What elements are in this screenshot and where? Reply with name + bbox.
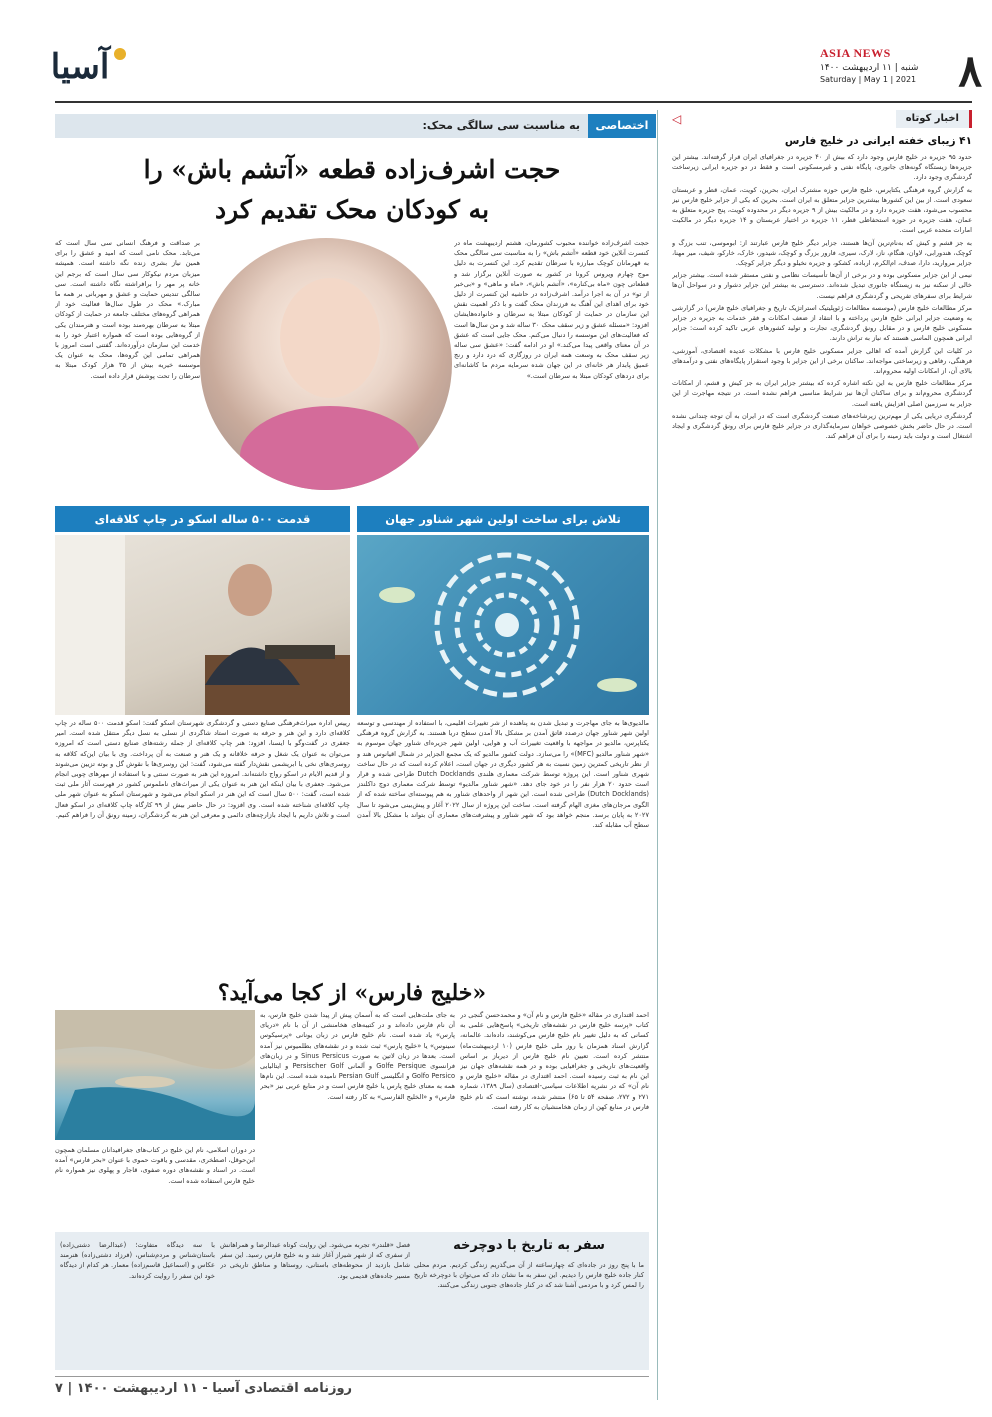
article4-column-3: در دوران اسلامی، نام این خلیج در کتاب‌های جغرافیدانان مسلمان همچون ابن‌حوقل، اصطخری، مقدسی و یاقوت حموی با عنوان «بحر فارس» آمده است. در اسناد و نقشه‌های دوره صفوی، قاجار و پهلوی نیز همواره نام خلیج فارس استفاده شده است. — [55, 1146, 255, 1185]
official-portrait-photo — [55, 535, 350, 715]
bottom-box-column-1: ما با پنج روز در جاده‌ای که چهارساعته از آن می‌گذریم زندگی کردیم. مردم محلی کنار جاده خلیج فارس را دیدیم. این سفر به ما نشان داد که می‌توان با دوچرخه تاریخ را لمس کرد و با مردمی آشنا شد که در کنار جاده‌های جنوبی زندگی می‌کنند. — [414, 1261, 644, 1290]
main-headline — [55, 150, 649, 230]
bottom-box-title: سفر به تاریخ با دوچرخه — [453, 1238, 605, 1253]
brand-en: ASIA NEWS — [820, 46, 891, 60]
sidebar-paragraph: گردشگری دریایی یکی از مهم‌ترین زیرشاخه‌های صنعت گردشگری است که در ایران به آن توجه چندانی نشده است. در حال حاضر بخش خصوصی خواهان سرمایه‌گذاری در جزایر خلیج فارس برای رونق گردشگری و ایجاد اشتغال است و دولت باید زمینه را برای آن فراهم کند. — [672, 411, 972, 441]
sidebar-paragraph: در کلیات این گزارش آمده که اهالی جزایر مسکونی خلیج فارس با مشکلات عدیده اقتصادی، آموزشی، فرهنگی، رفاهی و زیرساختی مواجه‌اند. ساکنان برخی از این جزایر با وجود استقرار پایگاه‌های نفتی و درآمدهای بالای آن، از امکانات اولیه محروم‌اند. — [672, 346, 972, 376]
headline-line-1: حجت اشرف‌زاده قطعه «آتشم باش» را — [143, 155, 561, 184]
column-divider — [657, 110, 658, 1400]
article2-body: مالدیوی‌ها به جای مهاجرت و تبدیل شدن به پناهنده از شر تغییرات اقلیمی، با استفاده از مهندسی و توسعه اولین شهر شناور جهان درصدد قاتق آمدن بر مشکل بالا آمدن سطح دریا هستند. به گزارش گروه فرهنگی یکتاپرس، مالدیو در مواجهه با واقعیت تغییرات آب و هوایی، اولین شهر جزیره‌ای شناور جهان موسوم به «شهر شناور مالدیو (MFC)» را می‌سازد. دولت کشور مالدیو که یک مجمع الجزایر در شمال اقیانوس هند و از نظر تاریخی کمترین زمین نسبت به هر کشور دیگری در جهان است، اعلام کرده است که در حال ساخت شهری شناور است. این پروژه توسط شرکت معماری هلندی Dutch Docklands طراحی شده و قرار است حدود ۲۰ هزار نفر را در خود جای دهد. «شهر شناور مالدیو» توسط شرکت معماری دوچ داکلندز (Dutch Docklands) طراحی شده است. این شهر از واحدهای شناور به هم پیوسته‌ای ساخته شده که از الگوی مرجان‌های مغزی الهام گرفته است. ساخت این پروژه از سال ۲۰۲۲ آغاز و پیش‌بینی می‌شود تا سال ۲۰۲۷ به پایان برسد. منجم خواهد بود که شهر شناور و پیشرفت‌های معماری آن بتواند با مشکل بالا آمدن سطح آب مقابله کند. — [357, 719, 649, 830]
article4-title: «خلیج فارس» از کجا می‌آید؟ — [217, 980, 487, 1006]
page-number: ۸ — [958, 46, 982, 97]
bottom-box-column-2: فصل «قلندر» تجربه می‌شود. این روایت کوتاه عبدالرضا و همراهانش از سفری که از شهر شیراز آغاز شد و به خلیج فارس رسید. این سفر شامل بازدید از محوطه‌های باستانی، روستاها و مناطق تاریخی در مسیر جاده‌های قدیمی بود. — [220, 1241, 410, 1280]
article1-column-right: حجت اشرف‌زاده خواننده محبوب کشورمان، هشتم اردیبهشت ماه در کنسرت آنلاین خود قطعه «آتشم باش» را به مناسبت سی سالگی محک به قهرمانان کوچک مبارزه با سرطان تقدیم کرد. این کنسرت به دلیل موج چهارم ویروس کرونا در کشور به صورت آنلاین برگزار شد و قطعاتی چون «ماه بی‌کناره»، «آتشم باش»، «ماه و ماهی» و «بی‌خبر از تو» در آن به اجرا درآمد. اشرف‌زاده در حاشیه این کنسرت از دلیل خود برای اهدای این آهنگ به فرزندان محک گفت و با ذکر اهمیت نقش این سازمان در حمایت از کودکان مبتلا به سرطان و خانواده‌هایشان افزود: «مسئله عشق و زیر سقف محک ۳۰ ساله شد و من سال‌ها است که فعالیت‌های این موسسه را دنبال می‌کنم. محک جایی است که عشق در آن معنای واقعی پیدا می‌کند.» او در ادامه گفت: «عشق سی ساله زیر سقف محک به وسعت همه ایران در روزگاری که درد دارد و رنج عمیق پابدار هر خانه‌ای در این جهان شده سرمایه مردم ما کاشانه‌ای برای دردهای کودکان مبتلا به سرطان است.» — [454, 239, 649, 380]
logo-text: آسیا — [50, 47, 110, 87]
sidebar-article-body — [672, 152, 972, 1397]
sidebar-paragraph: حدود ۹۵ جزیره در خلیج فارس وجود دارد که بیش از ۴۰ جزیره در جغرافیای ایران قرار گرفته‌اند. بیشتر این جزیره‌ها زیستگاه گونه‌های جانوری، پایگاه نفتی و غیرمسکونی است و فقط در دو جزیره ایرانی زیرساخت گردشگری وجود دارد. — [672, 153, 972, 182]
kicker-text: به مناسبت سی سالگی محک: — [422, 119, 580, 132]
article4-column-1: احمد اقتداری در مقاله «خلیج فارس و نام آن» و محمدحسن گنجی در کتاب «پرسه خلیج فارس در نقشه‌های تاریخی» پاسخ‌هایی علمی به کسانی که به دلیل تغییر نام خلیج فارس می‌کوشند، داده‌اند. عالمانه، گزارش اسناد همزمان با روز ملی خلیج فارس (۱۰ اردیبهشت‌ماه) منتشر کرده است. تعیین نام خلیج فارس از دیرباز بر اساس واقعیت‌های تاریخی و جغرافیایی بوده و در همه نقشه‌های جهان نیز این نام به ثبت رسیده است. احمد اقتداری در مقاله «خلیج فارس و نام آن» که در نشریه اطلاعات سیاسی-اقتصادی (سال ۱۳۸۹، شماره ۲۷۱ و ۲۷۲، صفحه ۵۴ تا ۶۵) منتشر شده، نوشته است که نام خلیج فارس در منابع کهن از زمان هخامنشیان به کار رفته است. — [460, 1011, 649, 1111]
footer-rule — [55, 1376, 649, 1377]
article1-column-left: بر صداقت و فرهنگ انسانی سی سال است که می‌تابد. محک نامی است که امید و عشق را برای همین نیاز بشری زنده نگه داشته است. همیشه میزبان مردم نیکوکار سی سال است که برجم این خانه پر مهر را برافراشته نگاه داشته است. سی سالگی تندیس حمایت و عشق و مهربانی بر همه ما مبارک.» محک در طول سال‌ها فعالیت خود از همراهی گروه‌های مختلف جامعه در حمایت از کودکان مبتلا به سرطان بهره‌مند بوده است و هنرمندان یکی از گروه‌هایی بوده است که همواره اعتبار خود را به خدمت این سازمان درآورده‌اند. گفتنی است امروز با همراهی تمامی این گروه‌ها، محک به عنوان یک موسسه خیریه بیش از ۳۵ هزار کودک مبتلا به سرطان را تحت پوشش قرار داده است. — [55, 239, 200, 380]
sidebar-section-label: اخبار کوتاه — [896, 110, 972, 128]
date-fa: شنبه | ۱۱ اردیبهشت ۱۴۰۰ — [820, 63, 919, 73]
sidebar-paragraph: مرکز مطالعات خلیج فارس (موسسه مطالعات ژئوپلیتیک استراتژیک تاریخ و جغرافیای خلیج فارس) در گزارشی به وضعیت جزایر ایرانی خلیج فارس پرداخته و با انتقاد از ضعف امکانات و فقر خدمات به جزیره در جزایر مسکونی خلیج فارس و در مقابل رونق گردشگری، تجارت و تولید کشورهای عربی تاکید کرده است: جزایر ایرانی همچون الماسی هستند که نیاز به تراش دارند. — [672, 303, 972, 343]
sidebar-paragraph: به گزارش گروه فرهنگی یکتاپرس، خلیج فارس حوزه مشترک ایران، بحرین، کویت، عمان، قطر و عربستان سعودی است. از بین این کشورها بیشترین جزایر متعلق به ایران است. بحرین که یکی از جزایر خلیج فارس نیز محسوب می‌شود، هفت جزیره دارد و در مالکیت بیش از ۹ جزیره دیگر در محدوده کویت، پنج جزیره متعلق به عمان، هفت جزیره در حوزه استحفاظی قطر، ۱۱ جزیره در اختیار عربستان و ۱۴ جزیره دیگر در مالکیت امارات متحده عربی است. — [672, 185, 972, 235]
article4-column-2: به جای ملت‌هایی است که به آسمان پیش از پیدا شدن خلیج فارس، به آن نام فارس داده‌اند و در کتیبه‌های هخامنشی از آن با نام «دریای پارس» یاد شده است. نام خلیج فارس در زبان یونانی «پرسیکوس سینوس» یا «خلیج پارس» ثبت شده و در نقشه‌های بطلمیوس نیز آمده است. بعدها در زبان لاتین به صورت Sinus Persicus و در زبان‌های فرانسوی Golfe Persique و آلمانی Persischer Golf و ایتالیایی Golfo Persico و انگلیسی Persian Gulf نامیده شده است. این نام‌ها همه به معنای خلیج پارس یا خلیج فارس است و در منابع عربی نیز «بحر فارس» و «الخلیج الفارسی» به کار رفته است. — [260, 1011, 455, 1101]
article2-title: تلاش برای ساخت اولین شهر شناور جهان — [357, 506, 649, 532]
sidebar-paragraph: نیمی از این جزایر مسکونی بوده و در برخی از آن‌ها تأسیسات نظامی و نفتی مستقر شده است. بیشتر جزایر خالی از سکنه نیز به زیستگاه جانوری تبدیل شده‌اند. دسترسی به بیشتر این جزایر دشوار و در سواحل آن‌ها شرایط برای سفرهای تفریحی و گردشگری فراهم نیست. — [672, 271, 972, 300]
floating-city-photo — [357, 535, 649, 715]
child-photo — [200, 238, 452, 490]
sidebar-paragraph: مرکز مطالعات خلیج فارس به این نکته اشاره کرده که بیشتر جزایر ایران به جز کیش و قشم، از امکانات گردشگری محروم‌اند و برای ساکنان آن‌ها نیز شرایط مناسبی فراهم نشده است. در نتیجه مهاجرت از این جزایر به سرزمین اصلی افزایش یافته است. — [672, 379, 972, 408]
sidebar-section-header — [672, 110, 972, 128]
arrow-icon: ◁ — [672, 112, 682, 126]
sidebar-article-title: ۴۱ زیبای خفته ایرانی در خلیج فارس — [784, 135, 972, 147]
gulf-aerial-photo — [55, 1010, 255, 1140]
bottom-box-column-3: با سه دیدگاه متفاوت؛ (عبدالرضا دشتی‌زاده) باستان‌شناس و مردم‌شناس، (فرزاد دشتی‌زاده) هنرمند عکاس و (اسماعیل قاسم‌زاده) معمار. هر کدام از دیدگاه خود این سفر را روایت کرده‌اند. — [60, 1241, 215, 1280]
headline-line-2: به کودکان محک تقدیم کرد — [214, 195, 490, 224]
article3-body: رییس اداره میراث‌فرهنگی صنایع دستی و گردشگری شهرستان اسکو گفت: اسکو قدمت ۵۰۰ ساله در چاپ کلاقه‌ای دارد و این هنر و حرفه به صورت استاد شاگردی از نسلی به نسل دیگر منتقل شده است. امیر جعفری در گفت‌وگو با ایسنا، افزود: هنر چاپ کلاقه‌ای از جمله رشته‌های صنایع دستی است که امروزه می‌توان به عنوان یک شغل و حرفه خلاقانه و یک هنر و صنعت به آن پرداخت. وی با بیان این‌که کلاقه به روسری‌های نخی یا ابریشمی نقش‌دار گفته می‌شود، گفت: این روسری‌ها با نقوش گل و بوته تزیین می‌شوند و از قدیم الایام در اسکو رواج داشته‌اند. امروزه این هنر به صورت سنتی و با استفاده از مهرهای چوبی انجام می‌شود. جعفری با بیان اینکه این هنر به عنوان یکی از میراث‌های ناملموس کشور در فهرست آثار ملی ثبت شده است، گفت: ۵۰۰ سال است که این هنر در اسکو انجام می‌شود و شهرستان اسکو به عنوان شهر ملی چاپ کلاقه‌ای شناخته شده است. وی افزود: در حال حاضر بیش از ۹۹ کارگاه چاپ کلاقه‌ای در اسکو فعال است و تلاش داریم با ایجاد بازارچه‌های دائمی و معرفی این هنر به گردشگران، زمینه رونق آن را فراهم کنیم. — [55, 719, 350, 819]
photo-clothing — [240, 406, 420, 490]
header-rule — [55, 101, 972, 103]
header-brand — [820, 46, 930, 84]
newspaper-logo — [20, 40, 140, 92]
sidebar-paragraph: به جز قشم و کیش که به‌نام‌ترین آن‌ها هستند، جزایر دیگر خلیج فارس عبارتند از: ابوموسی، تنب بزرگ و کوچک، هندورابی، لاوان، هنگام، ناز، لارک، سیری، فارور بزرگ و کوچک، شیدور، خارک، خارکو، شیف، میر مهنا، جزایر مروارید، دارا، صدف، ام‌الکرم، ارباده، کشکو، و جزیره نخیلو و دیگر جزایر کوچک. — [672, 238, 972, 268]
footer-text: روزنامه اقتصادی آسیا - ۱۱ اردیبهشت ۱۴۰۰ | ۷ — [55, 1381, 353, 1396]
article3-title: قدمت ۵۰۰ ساله اسکو در چاپ کلاقه‌ای — [55, 506, 350, 532]
date-en: Saturday | May 1 | 2021 — [820, 75, 917, 84]
exclusive-tag: اختصاصی — [588, 114, 656, 138]
photo-face — [280, 278, 380, 398]
